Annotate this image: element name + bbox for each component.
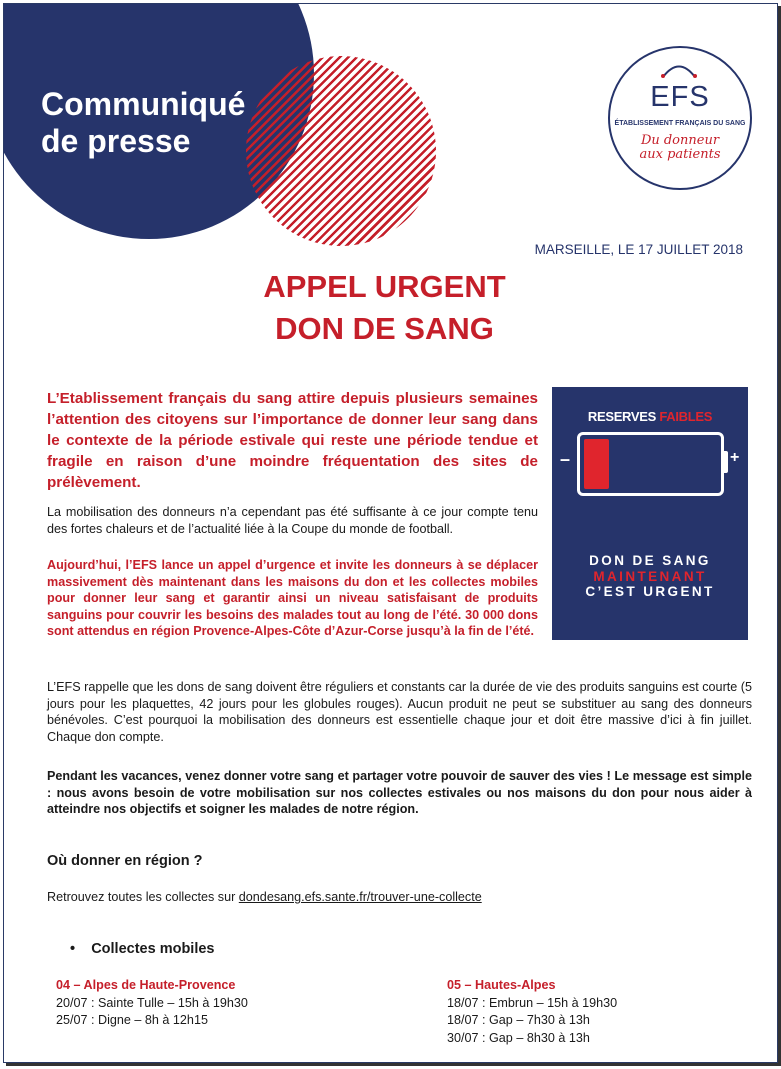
paragraph-reminder: L’EFS rappelle que les dons de sang doivent être réguliers et constants car la durée de vie des produits sanguins est courte (5 jours pour les plaquettes, 42 jours pour les globules rouges). Aucun produit ne peut se substituer au sang des donneurs bénévoles. C’est pourquoi la mobilisation des donneurs est essentielle chaque jour et doit être massive d’ici à fin juillet. Chaque don compte.: [47, 680, 752, 744]
logo-arc-icon: [661, 60, 697, 78]
mobile-collections-label: Collectes mobiles: [91, 941, 215, 957]
banner-line-2: MAINTENANT: [593, 568, 707, 584]
logo-tagline: Du donneur aux patients: [639, 133, 721, 162]
headline: [4, 266, 765, 350]
find-collections-line: [47, 890, 482, 904]
where-to-donate-heading: Où donner en région ?: [47, 853, 203, 869]
collection-item: 30/07 : Gap – 8h30 à 13h: [447, 1030, 590, 1045]
reserves-word: RESERVES: [587, 409, 657, 424]
find-prefix: Retrouvez toutes les collectes sur: [47, 890, 239, 904]
collection-item: 25/07 : Digne – 8h à 12h15: [56, 1013, 208, 1027]
collections-hautes-alpes: [447, 977, 767, 1047]
mobile-collections-bullet: [70, 941, 215, 957]
paragraph-mobilisation: La mobilisation des donneurs n’a cependant pas été suffisante à ce jour compte tenu des fortes chaleurs et de l’actualité liée à la Coupe du monde de football.: [47, 505, 538, 536]
paragraph-holidays: Pendant les vacances, venez donner votre sang et partager votre pouvoir de sauver des vies ! Le message est simple : nous avons besoin de votre mobilisation sur nos collectes estivales ou nos maisons du don pour nous aider à atteindre nos objectifs et soigner les malades de notre région.: [47, 769, 752, 816]
press-release-title: Communiqué de presse: [41, 86, 246, 159]
collections-link[interactable]: dondesang.efs.sante.fr/trouver-une-collecte: [238, 890, 482, 904]
collections-alpes-haute-provence: [56, 977, 376, 1030]
collection-item: 20/07 : Sainte Tulle – 15h à 19h30: [56, 995, 248, 1010]
header-striped-circle: [246, 56, 436, 246]
paragraph-appeal: Aujourd’hui, l’EFS lance un appel d’urgence et invite les donneurs à se déplacer massivement dès maintenant dans les maisons du don et les collectes mobiles pour donner leur sang et garantir ainsi un niveau satisfaisant de produits sanguins pour couvrir les besoins des malades tout au long de l’été. 30 000 dons sont attendus en région Provence-Alpes-Côte d’Azur-Corse jusqu’à la fin de l’été.: [47, 558, 538, 638]
reserves-label: [552, 409, 748, 424]
battery-tip: [722, 451, 728, 473]
intro-paragraph: L’Etablissement français du sang attire depuis plusieurs semaines l’attention des citoyens sur l’importance de donner leur sang dans le contexte de la période estivale qui reste une période tendue et fragile en raison d’une moindre fréquentation des sites de prélèvement.: [47, 390, 538, 491]
banner-line-1: DON DE SANG: [589, 553, 711, 568]
headline-line-2: DON DE SANG: [275, 310, 494, 346]
headline-line-1: APPEL URGENT: [263, 269, 506, 304]
department-heading: 04 – Alpes de Haute-Provence: [56, 978, 236, 992]
bullet-icon: •: [70, 941, 76, 957]
collection-item: 18/07 : Gap – 7h30 à 13h: [447, 1013, 590, 1027]
department-heading: 05 – Hautes-Alpes: [447, 978, 556, 992]
logo-subtitle: ÉTABLISSEMENT FRANÇAIS DU SANG: [614, 120, 746, 127]
efs-logo: [608, 46, 752, 190]
press-release-page: [3, 3, 778, 1063]
reserves-banner: [552, 387, 748, 640]
banner-line-3: C’EST URGENT: [585, 584, 715, 599]
minus-icon: –: [560, 449, 571, 469]
plus-icon: +: [730, 449, 740, 466]
battery-level-fill: [584, 439, 609, 489]
battery-icon: [577, 432, 724, 496]
dateline: MARSEILLE, LE 17 JUILLET 2018: [534, 242, 743, 257]
logo-name: EFS: [650, 81, 710, 113]
collection-item: 18/07 : Embrun – 15h à 19h30: [447, 995, 618, 1010]
faibles-word: FAIBLES: [659, 409, 713, 424]
banner-message: [552, 553, 748, 600]
